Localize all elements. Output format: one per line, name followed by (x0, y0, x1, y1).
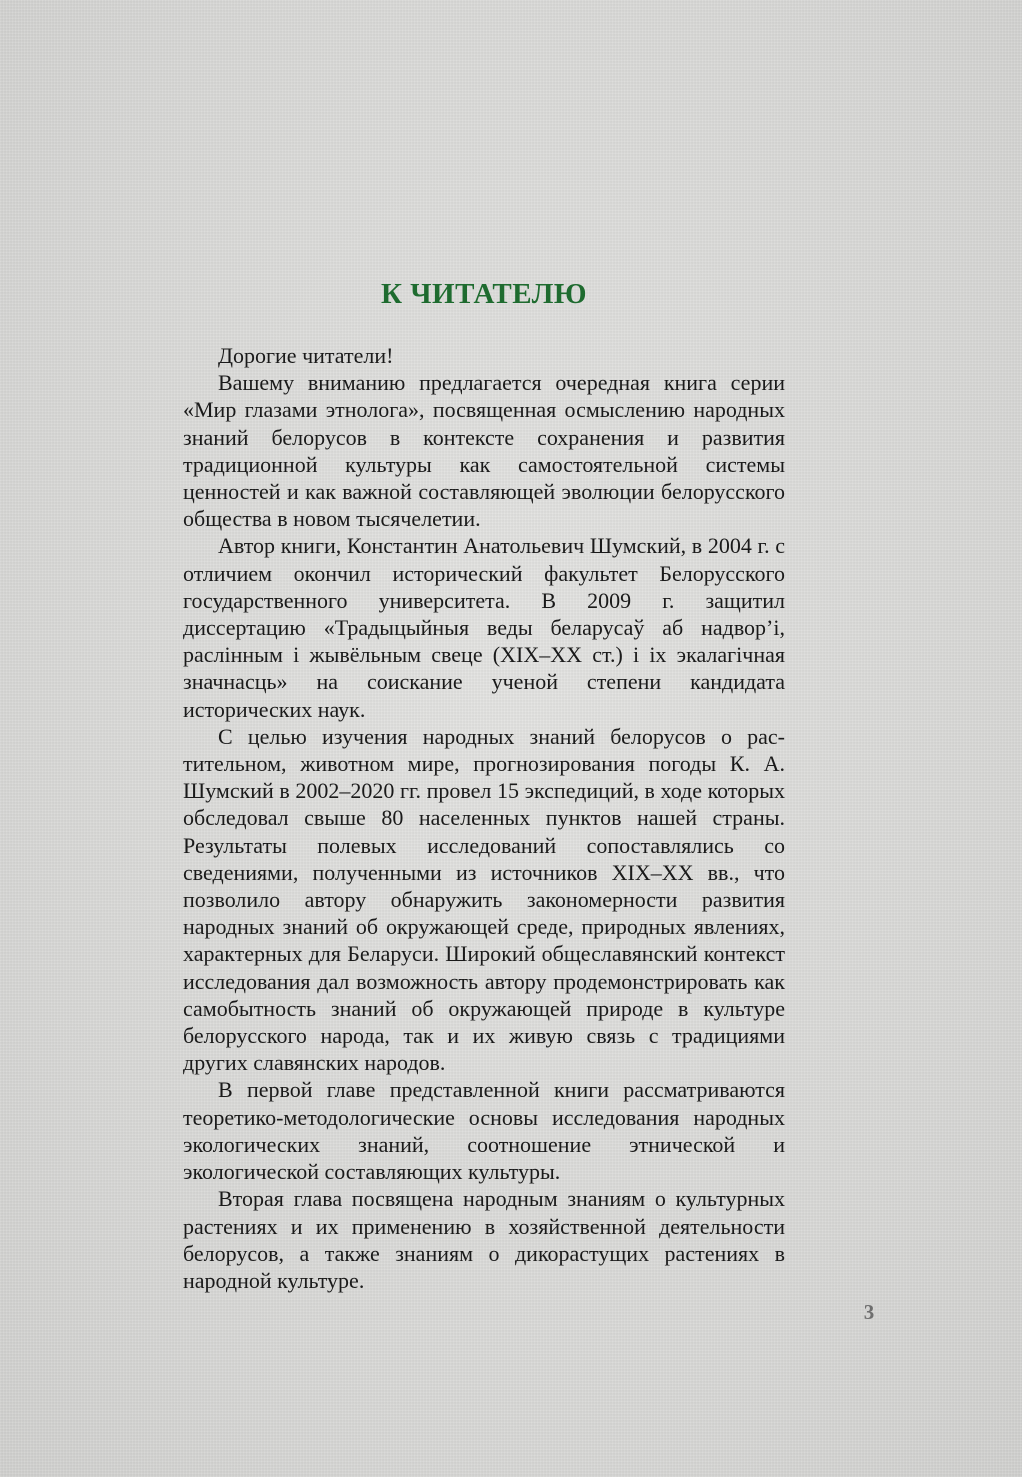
paragraph-chapter-one: В первой главе представленной книги рассматриваются теоретико-методологические основы исследования народных экологических знаний, соотношение этнической и экологической составляющих культуры. (183, 1077, 785, 1185)
paragraph-author-bio: Автор книги, Константин Анатольевич Шумский, в 2004 г. с отличием окончил исторический факультет Белорусского государственного университета. В 2009 г. защитил диссертацию «Традыцыйныя веды беларусаў аб надвор’і, раслінным і жывёльным свеце (XIX–XX ст.) і іх экалагічная значнасць» на соискание ученой степени кандидата исторических наук. (183, 533, 785, 722)
paragraph-chapter-two: Вторая глава посвящена народным знаниям о культурных растениях и их применению в хозяйственной деятельности белорусов, а также знаниям о дикорастущих растениях в народной культуре. (183, 1186, 785, 1293)
body-text (183, 342, 785, 1294)
page-number: 3 (863, 1300, 875, 1324)
paragraph-series-intro: Вашему вниманию предлагается очередная книга серии «Мир глазами этнолога», посвященная осмыслению народных знаний белорусов в контексте сохранения и развития традиционной культуры как самостоятельной системы ценностей и как важной составляющей эволюции белорусского общества в новом тысячелетии. (183, 370, 785, 532)
paragraph-expeditions: С целью изучения народных знаний белорусов о растительном, животном мире, прогнозирования погоды К. А. Шумский в 2002–2020 гг. провел 15 экспедиций, в ходе которых обследовал свыше 80 населенных пунктов нашей страны. Результаты полевых исследований сопоставлялись со сведениями, полученными из источников XIX–XX вв., что позволило автору обнаружить закономерности развития народных знаний об окружающей среде, природных явлениях, характерных для Беларуси. Широкий общеславянский контекст исследования дал возможность автору продемонстрировать как самобытность знаний об окружающей природе в культуре белорусского народа, так и их живую связь с традициями других славянских народов. (183, 723, 785, 1076)
chapter-title: К ЧИТАТЕЛЮ (381, 278, 587, 310)
paragraph-greeting: Дорогие читатели! (218, 343, 394, 368)
